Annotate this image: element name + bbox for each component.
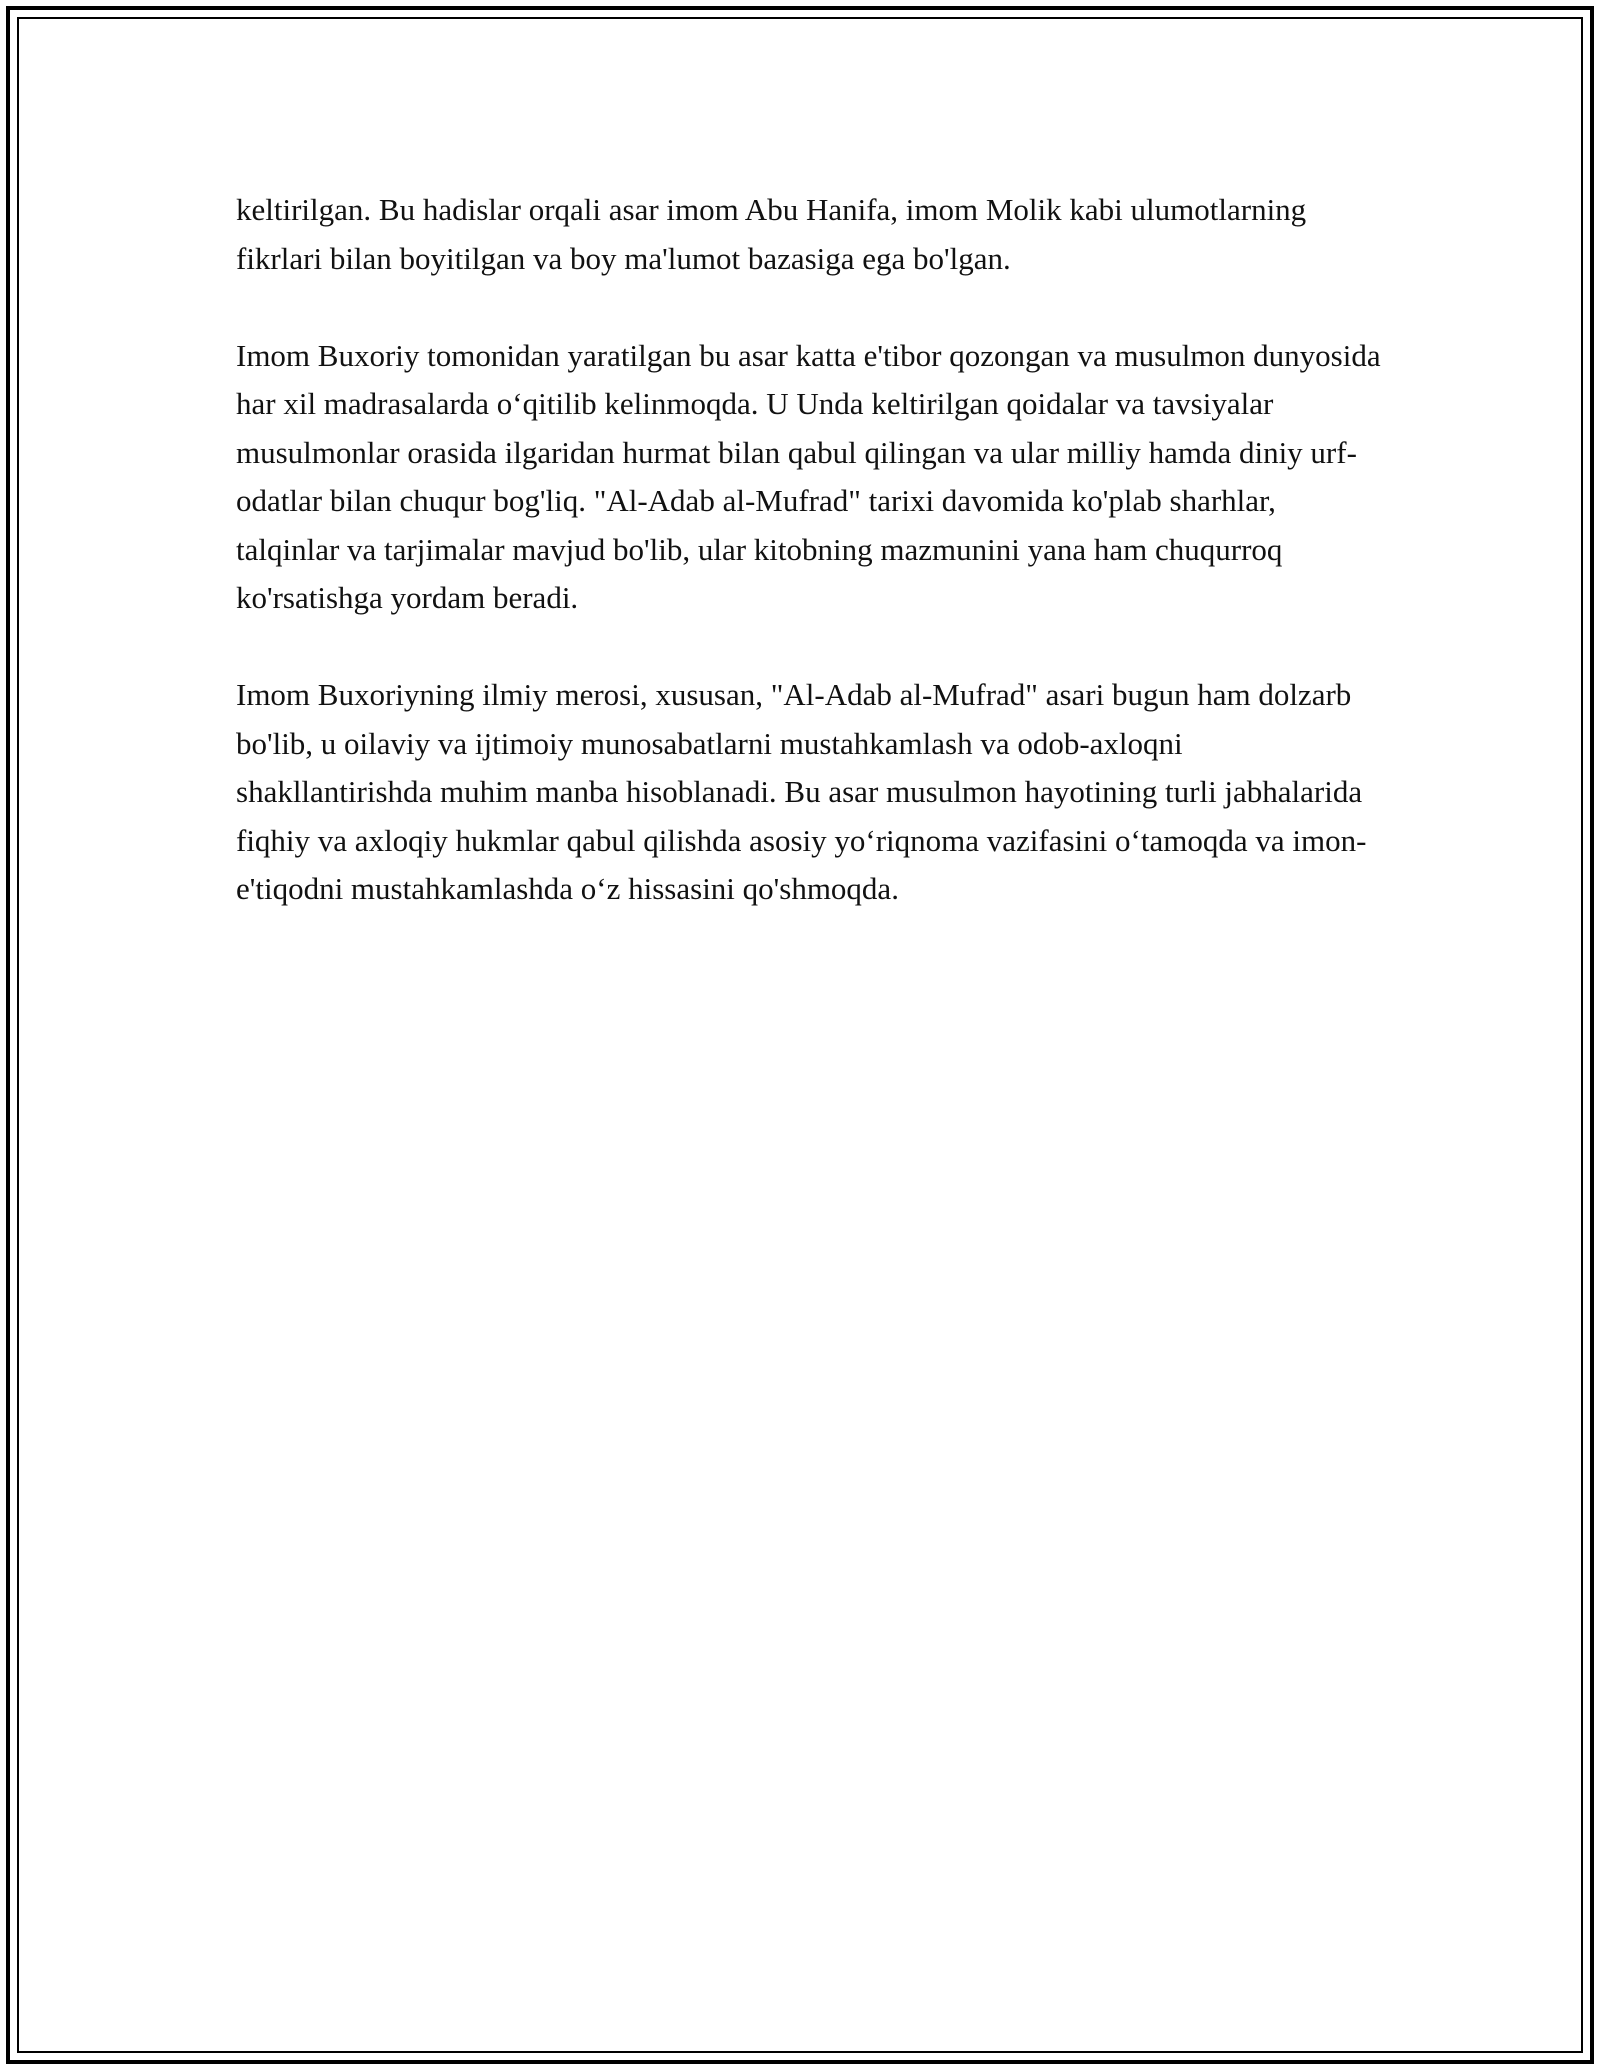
paragraph-1: keltirilgan. Bu hadislar orqali asar imom Abu Hanifa, imom Molik kabi ulumotlarning fikrlari bilan boyitilgan va boy ma'lumot bazasiga ega bo'lgan. (236, 192, 1307, 276)
document-body (236, 186, 1386, 962)
paragraph-2: Imom Buxoriy tomonidan yaratilgan bu asar katta e'tibor qozongan va musulmon dunyosida har xil madrasalarda o‘qitilib kelinmoqda. U Unda keltirilgan qoidalar va tavsiyalar musulmonlar orasida ilgaridan hurmat bilan qabul qilingan va ular milliy hamda diniy urf-odatlar bilan chuqur bog'liq. "Al-Adab al-Mufrad" tarixi davomida ko'plab sharhlar, talqinlar va tarjimalar mavjud bo'lib, ular kitobning mazmunini yana ham chuqurroq ko'rsatishga yordam beradi. (236, 337, 1381, 615)
paragraph-3: Imom Buxoriyning ilmiy merosi, xususan, "Al-Adab al-Mufrad" asari bugun ham dolzarb bo'lib, u oilaviy va ijtimoiy munosabatlarni mustahkamlash va odob-axloqni shakllantirishda muhim manba hisoblanadi. Bu asar musulmon hayotining turli jabhalarida fiqhiy va axloqiy hukmlar qabul qilishda asosiy yo‘riqnoma vazifasini o‘tamoqda va imon-e'tiqodni mustahkamlashda o‘z hissasini qo'shmoqda. (236, 677, 1367, 906)
